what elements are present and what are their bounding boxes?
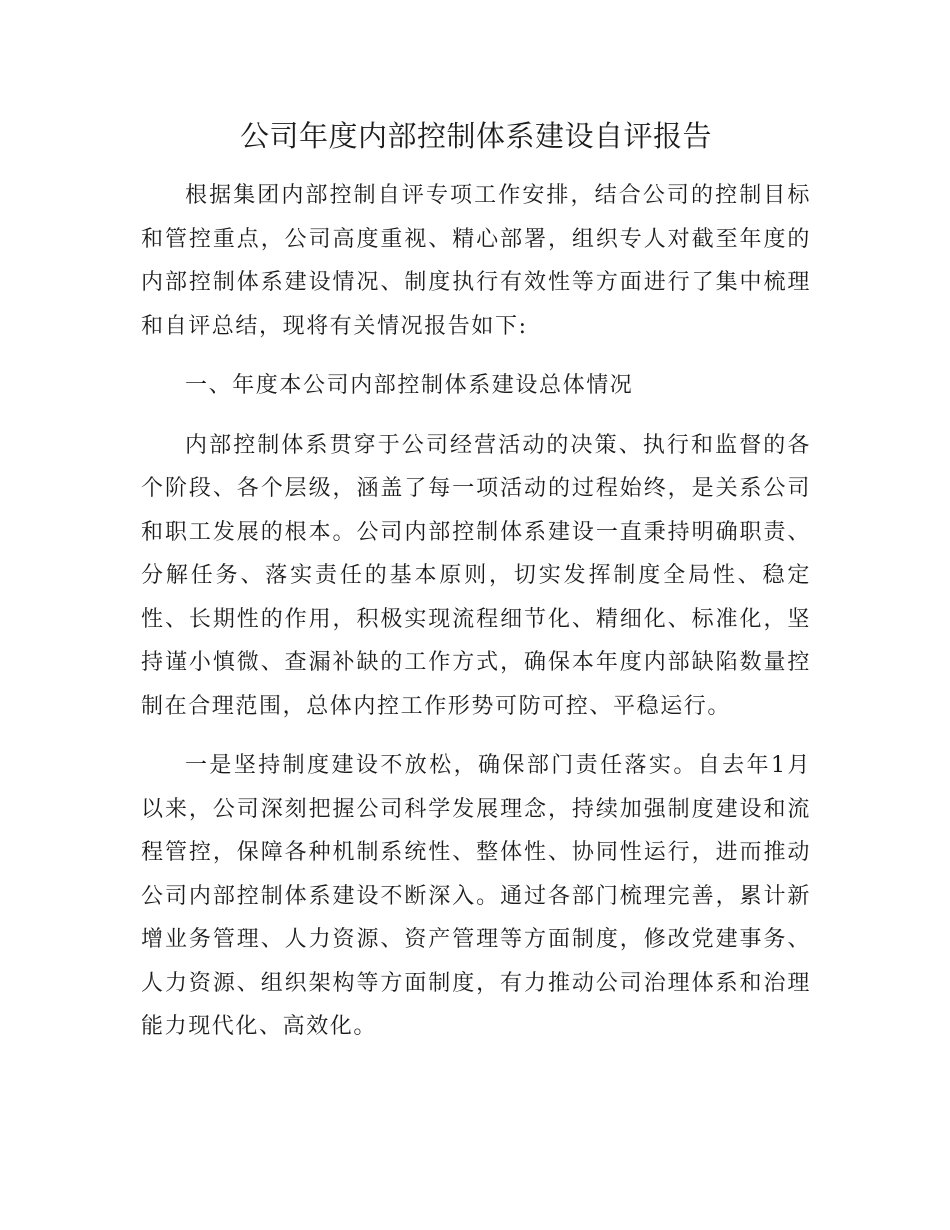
section-heading-1: 一、年度本公司内部控制体系建设总体情况 [185,373,634,398]
section-1-paragraph-2: 一是坚持制度建设不放松，确保部门责任落实。自去年1月以来，公司深刻把握公司科学发展理念，持续加强制度建设和流程管控，保障各种机制系统性、整体性、协同性运行，进而推动公司内部控制体系建设不断深入。通过各部门梳理完善，累计新增业务管理、人力资源、资产管理等方面制度，修改党建事务、人力资源、组织架构等方面制度，有力推动公司治理体系和治理能力现代化、高效化。 [141,753,811,1039]
intro-paragraph: 根据集团内部控制自评专项工作安排，结合公司的控制目标和管控重点，公司高度重视、精心部署，组织专人对截至年度的内部控制体系建设情况、制度执行有效性等方面进行了集中梳理和自评总结，现将有关情况报告如下: [141,183,811,339]
document-page [141,112,811,1065]
section-1-paragraph-1: 内部控制体系贯穿于公司经营活动的决策、执行和监督的各个阶段、各个层级，涵盖了每一项活动的过程始终，是关系公司和职工发展的根本。公司内部控制体系建设一直秉持明确职责、分解任务、落实责任的基本原则，切实发挥制度全局性、稳定性、长期性的作用，积极实现流程细节化、精细化、标准化，坚持谨小慎微、查漏补缺的工作方式，确保本年度内部缺陷数量控制在合理范围，总体内控工作形势可防可控、平稳运行。 [141,432,811,719]
document-title: 公司年度内部控制体系建设自评报告 [239,119,712,153]
